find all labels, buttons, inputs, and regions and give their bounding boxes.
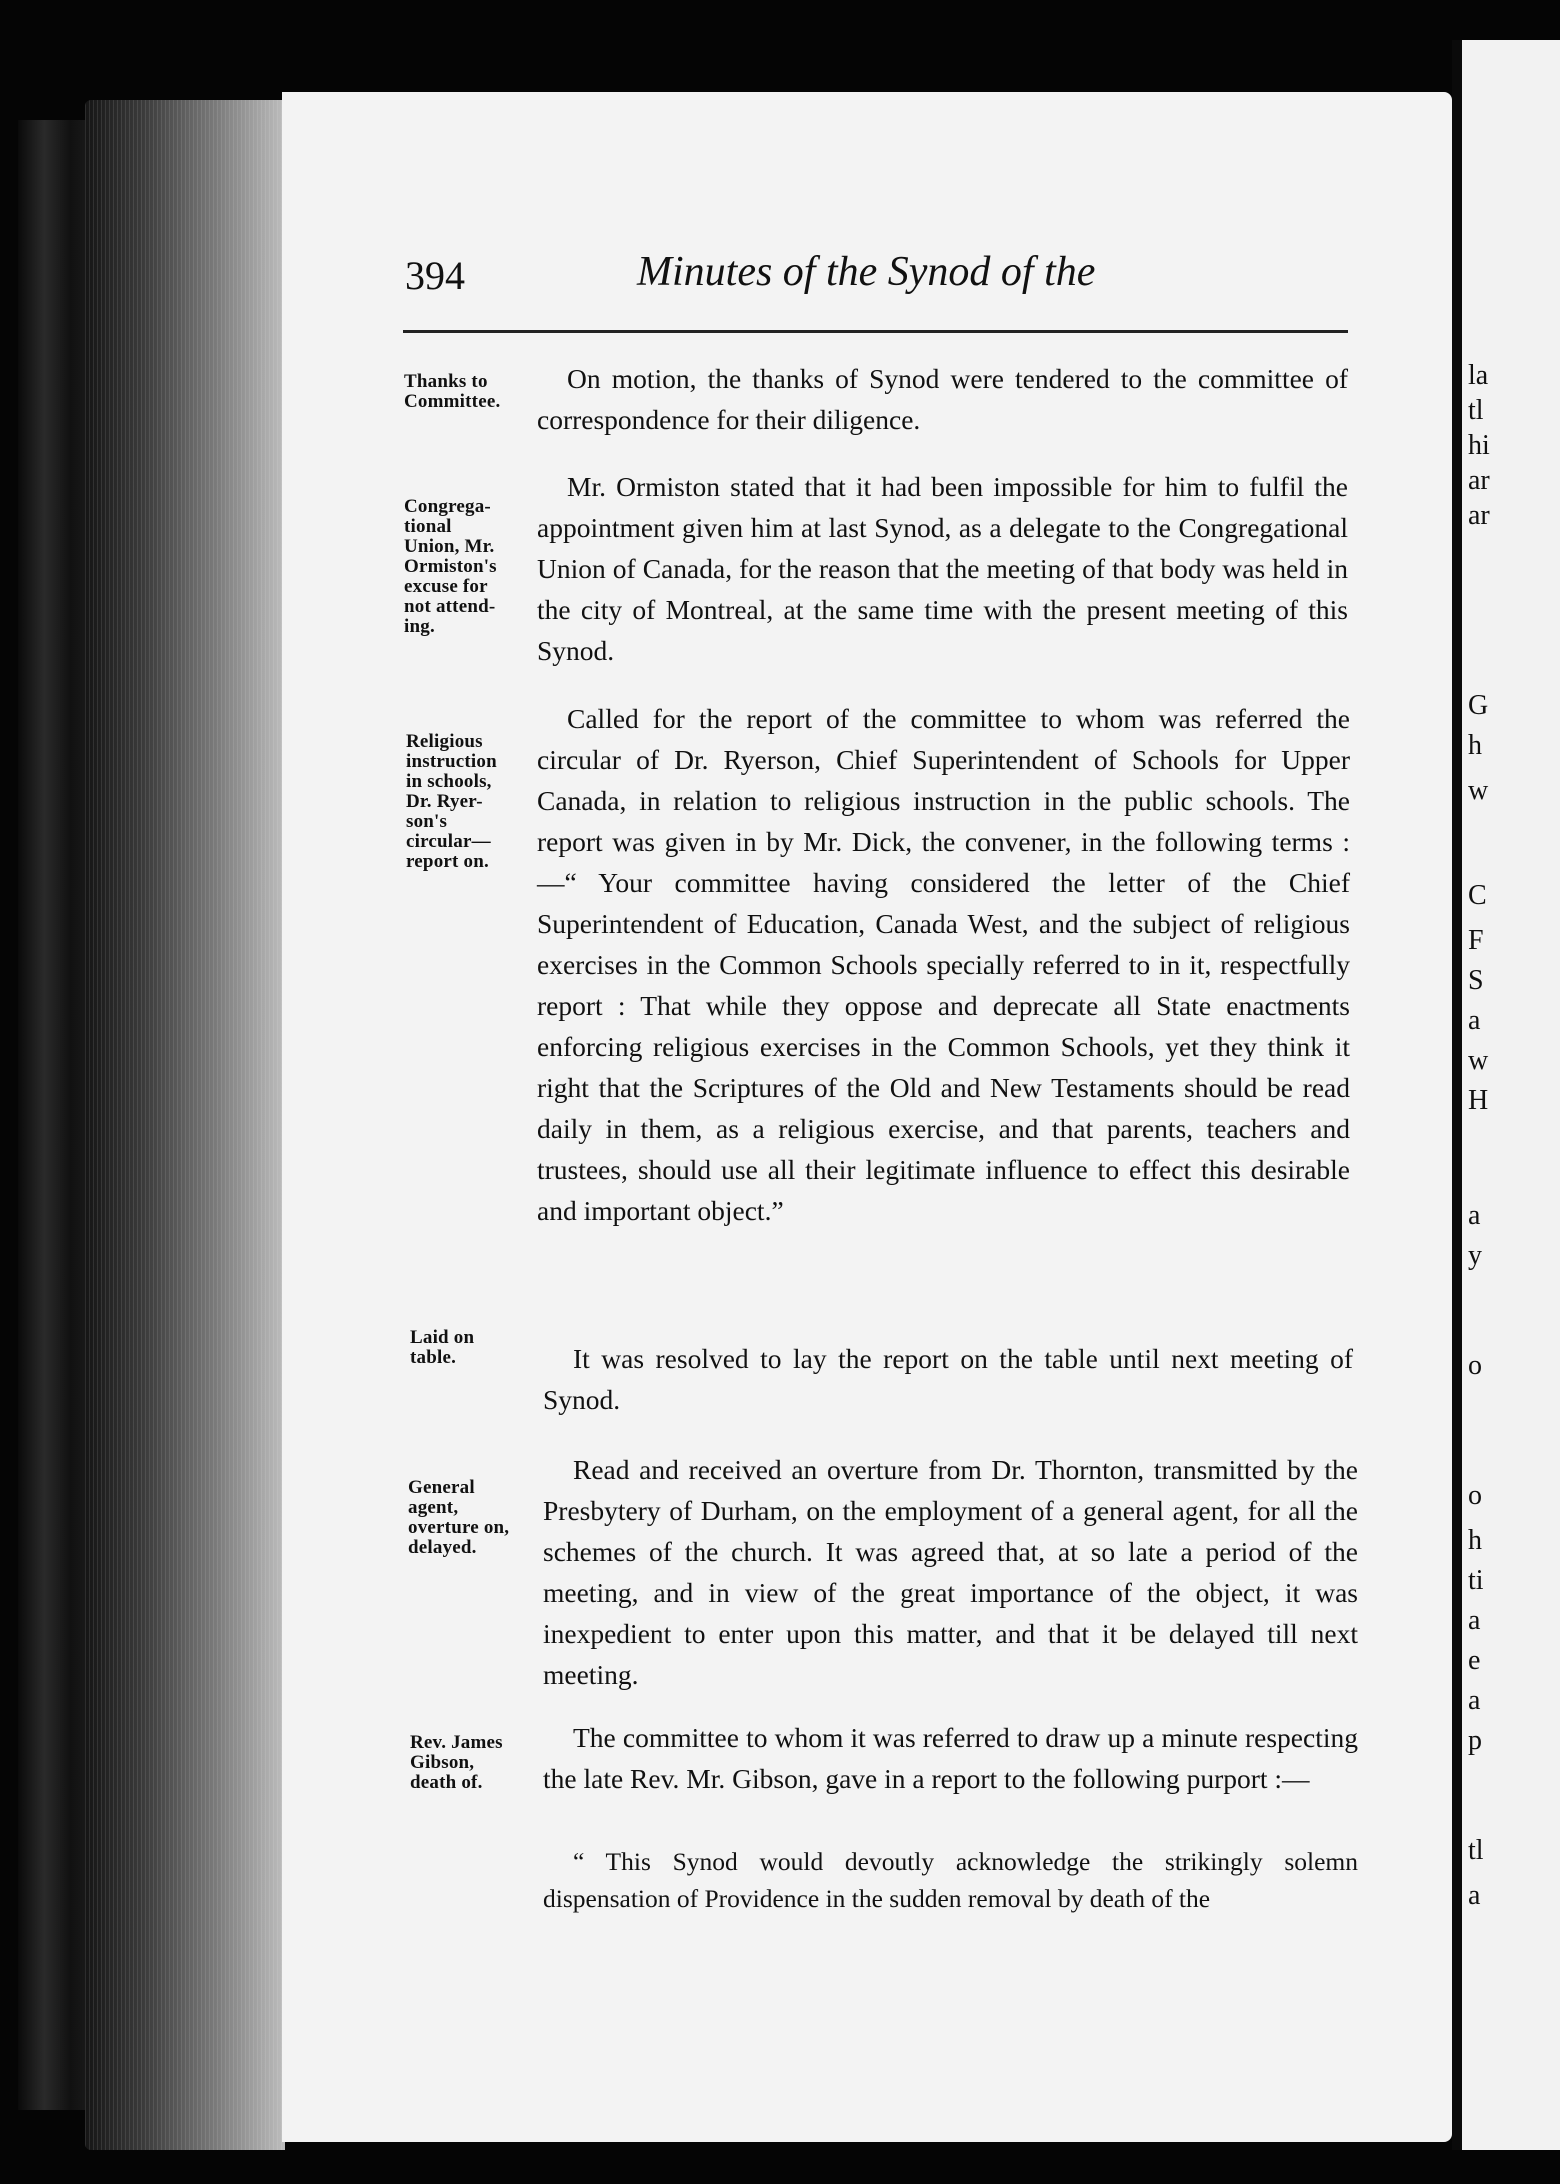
paragraph-gibson-committee: The committee to whom it was referred to draw up a minute respecting the late Rev. Mr. Gibson, gave in a report to the following purport :— <box>543 1722 1358 1794</box>
page-number: 394 <box>405 253 465 298</box>
facing-page-fragment: h <box>1468 730 1482 761</box>
paragraph-gibson-minute: “ This Synod would devoutly acknowledge the strikingly solemn dispensation of Providence in the sudden removal by death of the <box>543 1847 1358 1913</box>
facing-page-fragment: a <box>1468 1200 1481 1231</box>
facing-page-fragment: h <box>1468 1525 1482 1556</box>
facing-page-fragment: tl <box>1468 1835 1484 1866</box>
margin-note-general-agent: General agent, overture on, delayed. <box>408 1477 510 1558</box>
facing-page-fragment: ar <box>1468 465 1490 496</box>
gutter-shadow <box>1452 40 1462 2150</box>
page-stack-edge <box>85 100 285 2150</box>
facing-page-fragment: w <box>1468 775 1489 806</box>
facing-page-fragment: a <box>1468 1005 1481 1036</box>
paragraph-ormiston: Mr. Ormiston stated that it had been impossible for him to fulfil the appointment given him at last Synod, as a delegate to the Congregational Union of Canada, for the reason that the meeting of that body was held in the city of Montreal, at the same time with the present meeting of this Synod. <box>537 471 1348 666</box>
facing-page-fragment: y <box>1468 1240 1482 1271</box>
facing-page-fragment: ar <box>1468 500 1490 531</box>
facing-page-edge <box>1462 40 1560 2150</box>
margin-note-congregational-union: Congrega- tional Union, Mr. Ormiston's excuse for not attend- ing. <box>404 496 497 637</box>
paragraph-thanks: On motion, the thanks of Synod were tendered to the committee of correspondence for their diligence. <box>537 363 1348 435</box>
header-rule <box>403 330 1348 333</box>
facing-page-fragment: a <box>1468 1605 1481 1636</box>
book-spine <box>18 120 93 2110</box>
running-title: Minutes of the Synod of the <box>637 249 1096 295</box>
paragraph-laid-on-table: It was resolved to lay the report on the table until next meeting of Synod. <box>543 1343 1353 1415</box>
facing-page-fragment: a <box>1468 1880 1481 1911</box>
margin-note-laid-on-table: Laid on table. <box>410 1327 475 1368</box>
facing-page-fragment: p <box>1468 1725 1482 1756</box>
facing-page-fragment: o <box>1468 1350 1482 1381</box>
facing-page-fragment: F <box>1468 925 1484 956</box>
facing-page-fragment: w <box>1468 1045 1489 1076</box>
facing-page-fragment: C <box>1468 880 1487 911</box>
facing-page-fragment: ti <box>1468 1565 1484 1596</box>
facing-page-fragment: hi <box>1468 430 1490 461</box>
paragraph-religious-instruction: Called for the report of the committee to whom was referred the circular of Dr. Ryerson, Chief Superintendent of Schools for Upper Canada, in relation to religious instruction in the public schools. The report was given in by Mr. Dick, the convener, in the following terms :—“ Your committee having considered the letter of the Chief Superintendent of Education, Canada West, and the subject of religious exercises in the Common Schools specially referred to in it, respectfully report : That while they oppose and deprecate all State enactments enforcing religious exercises in the Common Schools, yet they think it right that the Scriptures of the Old and New Testaments should be read daily in them, as a religious exercise, and that parents, teachers and trustees, should use all their legitimate influence to effect this desirable and important object.” <box>537 703 1350 1226</box>
margin-note-rev-gibson: Rev. James Gibson, death of. <box>410 1732 503 1793</box>
facing-page-fragment: H <box>1468 1085 1489 1116</box>
facing-page-fragment: la <box>1468 360 1489 391</box>
facing-page-fragment: a <box>1468 1685 1481 1716</box>
facing-page-fragment: G <box>1468 690 1489 721</box>
facing-page-fragment: e <box>1468 1645 1481 1676</box>
facing-page-fragment: tl <box>1468 395 1484 426</box>
paragraph-general-agent: Read and received an overture from Dr. Thornton, transmitted by the Presbytery of Durham, on the employment of a general agent, for all the schemes of the church. It was agreed that, at so late a period of the meeting, and in view of the great importance of the object, it was inexpedient to enter upon this matter, and that it be delayed till next meeting. <box>543 1454 1358 1690</box>
facing-page-fragment: o <box>1468 1480 1482 1511</box>
facing-page-fragment: S <box>1468 965 1484 996</box>
margin-note-thanks: Thanks to Committee. <box>404 371 501 412</box>
running-header <box>405 249 1345 308</box>
margin-note-religious-instruction: Religious instruction in schools, Dr. Ryer- son's circular— report on. <box>406 731 497 872</box>
